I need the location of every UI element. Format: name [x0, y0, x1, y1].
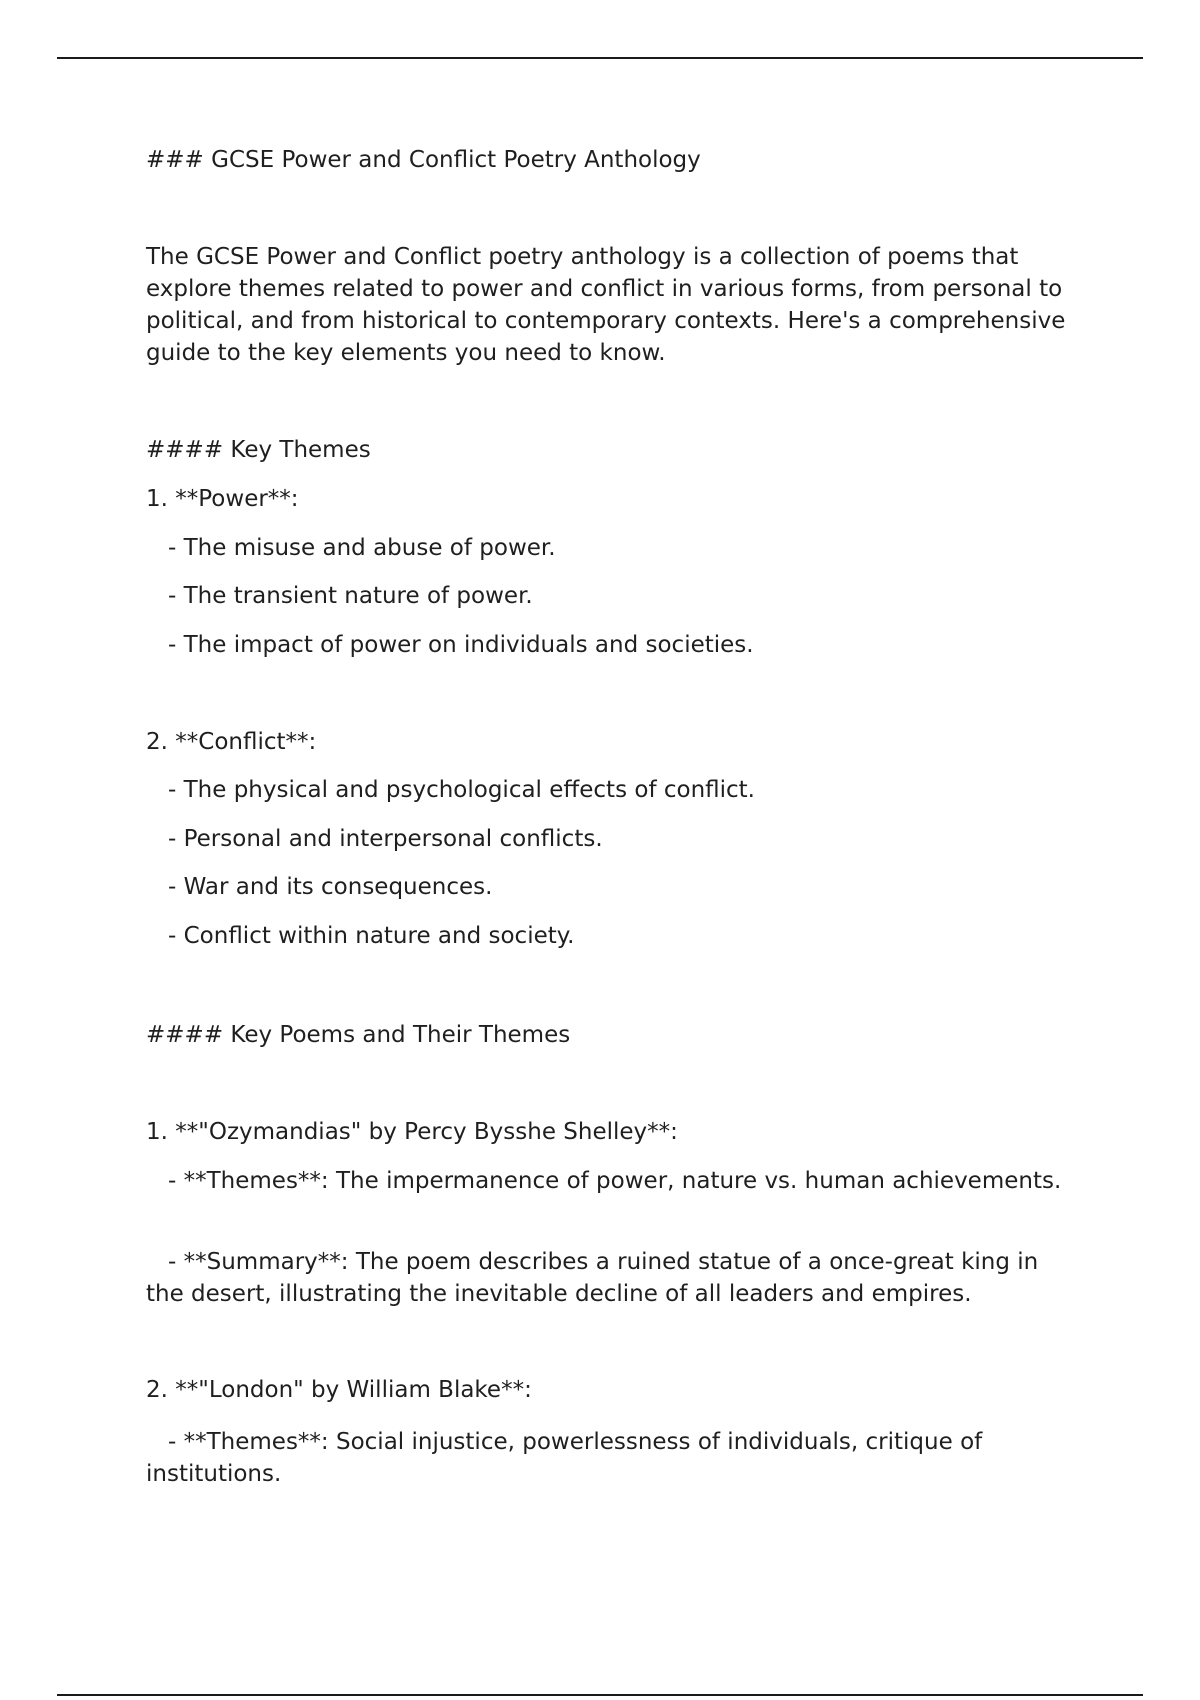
key-poems-heading: #### Key Poems and Their Themes [146, 1022, 571, 1048]
conflict-item: - Conflict within nature and society. [168, 923, 575, 949]
key-themes-heading: #### Key Themes [146, 437, 371, 463]
power-item: - The misuse and abuse of power. [168, 535, 556, 561]
document-body [146, 0, 1076, 1487]
london-heading: 2. **"London" by William Blake**: [146, 1377, 532, 1403]
power-item: - The impact of power on individuals and societies. [168, 632, 754, 658]
power-item: - The transient nature of power. [168, 583, 533, 609]
ozymandias-summary: - **Summary**: The poem describes a ruined statue of a once-great king in the desert, illustrating the inevitable decline of all leaders and empires. [146, 1249, 1046, 1307]
london-themes: - **Themes**: Social injustice, powerlessness of individuals, critique of institutions. [146, 1429, 990, 1487]
conflict-item: - Personal and interpersonal conflicts. [168, 826, 603, 852]
conflict-item: - The physical and psychological effects of conflict. [168, 777, 755, 803]
ozymandias-heading: 1. **"Ozymandias" by Percy Bysshe Shelley**: [146, 1119, 678, 1145]
bottom-rule [57, 1694, 1143, 1696]
conflict-item: - War and its consequences. [168, 874, 493, 900]
conflict-heading: 2. **Conflict**: [146, 729, 317, 755]
document-title: ### GCSE Power and Conflict Poetry Anthology [146, 147, 701, 173]
power-heading: 1. **Power**: [146, 486, 299, 512]
intro-paragraph: The GCSE Power and Conflict poetry anthology is a collection of poems that explore themes related to power and conflict in various forms, from personal to political, and from historical to contemporary contexts. Here's a comprehensive guide to the key elements you need to know. [146, 244, 1073, 366]
ozymandias-themes: - **Themes**: The impermanence of power, nature vs. human achievements. [168, 1168, 1062, 1194]
